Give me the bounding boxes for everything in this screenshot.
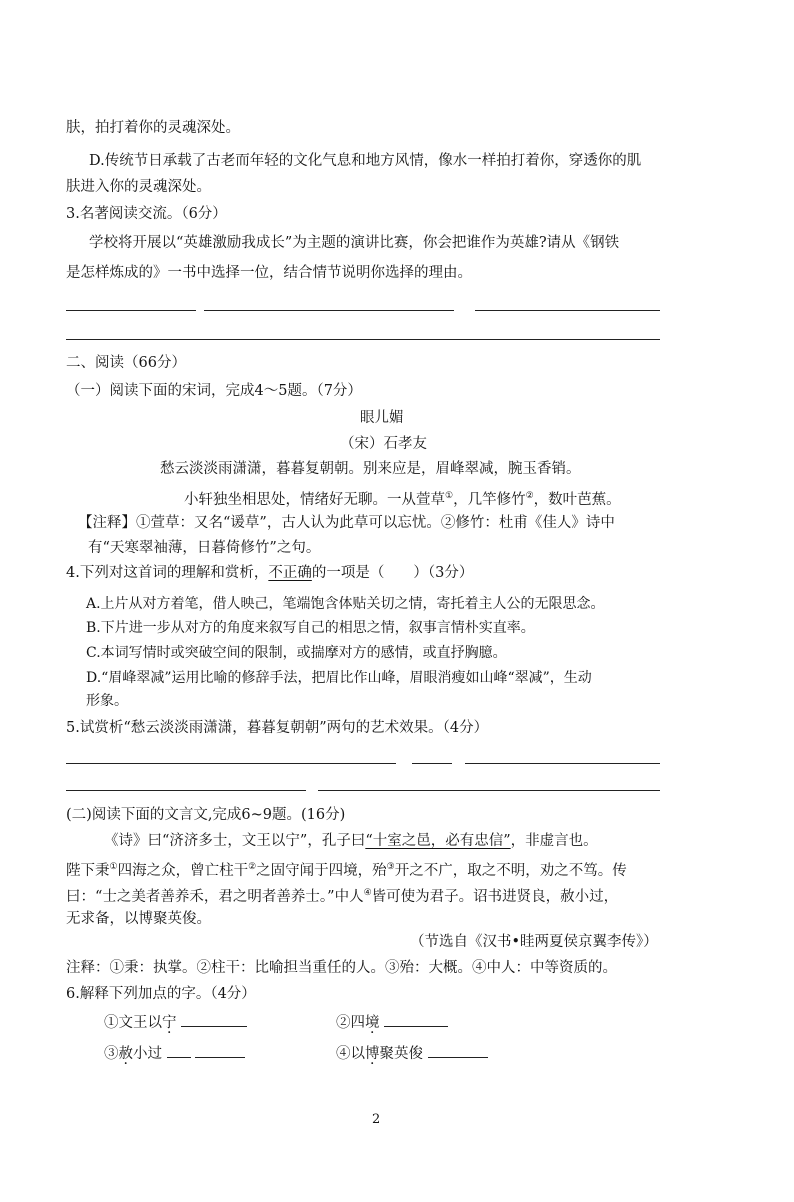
answer-blank[interactable] bbox=[384, 1012, 448, 1027]
q4-option-d-line-2: 形象。 bbox=[86, 693, 128, 709]
poem-line-1: 愁云淡淡雨潇潇，暮暮复朝朝。别来应是，眉峰翠减，腕玉香销。 bbox=[160, 461, 581, 477]
q6-item-1-dotted-char: 宁 bbox=[162, 1015, 177, 1031]
passage-line-3 bbox=[66, 883, 618, 907]
q4-stem-a: 4.下列对这首词的理解和赏析， bbox=[66, 565, 269, 581]
answer-line[interactable] bbox=[465, 763, 660, 764]
answer-line[interactable] bbox=[318, 790, 660, 791]
q4-option-c: C.本词写情时或突破空间的限制，或揣摩对方的感情，或直抒胸臆。 bbox=[86, 645, 507, 661]
part-1-heading: （一）阅读下面的宋词，完成4～5题。（7分） bbox=[66, 383, 362, 399]
poem-line-2-a: 小轩独坐相思处，情绪好无聊。一从萱草 bbox=[184, 491, 445, 508]
passage-line-2 bbox=[66, 857, 627, 881]
q5-stem: 5.试赏析“愁云淡淡雨潇潇，暮暮复朝朝”两句的艺术效果。（4分） bbox=[66, 720, 489, 736]
q4-option-d-line-1: D.“眉峰翠减”运用比喻的修辞手法，把眉比作山峰，眉眼消瘦如山峰“翠减”，生动 bbox=[86, 670, 592, 686]
q4-stem-b: 的一项是（ ）（3分） bbox=[311, 565, 474, 581]
answer-line[interactable] bbox=[475, 310, 660, 311]
q4-option-b: B.下片进一步从对方的角度来叙写自己的相思之情，叙事言情朴实直率。 bbox=[86, 620, 535, 636]
note-mark-2: ② bbox=[248, 862, 257, 872]
q6-item-1 bbox=[104, 1012, 247, 1033]
q4-option-a: A.上片从对方着笔，借人映己，笔端饱含体贴关切之情，寄托着主人公的无限思念。 bbox=[86, 596, 605, 612]
passage-line-2-d: 开之不广，取之不明，劝之不笃。传 bbox=[394, 862, 627, 879]
q6-item-3-text-b: 小过 bbox=[133, 1046, 162, 1062]
answer-line[interactable] bbox=[412, 763, 452, 764]
q6-stem: 6.解释下列加点的字。（4分） bbox=[66, 986, 256, 1002]
q3-body-line-1: 学校将开展以“英雄激励我成长”为主题的演讲比赛，你会把谁作为英雄?请从《钢铁 bbox=[89, 235, 620, 251]
passage-source: （节选自《汉书•眭两夏侯京翼李传》） bbox=[410, 934, 658, 950]
answer-line[interactable] bbox=[66, 339, 660, 340]
q6-item-4 bbox=[336, 1043, 488, 1064]
note-mark-1: ① bbox=[109, 862, 118, 872]
q6-item-2-dotted-char: 境 bbox=[365, 1015, 380, 1031]
passage-line-1 bbox=[104, 831, 598, 851]
part-2-heading: (二)阅读下面的文言文,完成6~9题。(16分) bbox=[66, 807, 346, 823]
answer-line[interactable] bbox=[66, 310, 196, 311]
answer-blank[interactable] bbox=[195, 1043, 245, 1058]
q6-item-4-text-a: ④以 bbox=[336, 1046, 365, 1062]
q6-item-3-text-a: ③ bbox=[104, 1046, 119, 1062]
footnote-mark-2: ② bbox=[525, 491, 534, 501]
passage-line-3-b: 皆可使为君子。诏书进贤良，赦小过， bbox=[371, 888, 619, 905]
answer-blank[interactable] bbox=[181, 1012, 247, 1027]
q6-item-3 bbox=[104, 1043, 245, 1064]
q4-stem-emphasis: 不正确 bbox=[268, 565, 312, 581]
q6-item-2 bbox=[336, 1012, 448, 1033]
option-c-continuation: 肤，拍打着你的灵魂深处。 bbox=[66, 120, 240, 136]
poem-title: 眼儿媚 bbox=[360, 410, 404, 426]
q6-item-4-text-b: 聚英俊 bbox=[379, 1046, 423, 1062]
q6-item-3-dotted-char: 赦 bbox=[118, 1046, 133, 1062]
passage-notes: 注释：①秉：执掌。②柱干：比喻担当重任的人。③殆：大概。④中人：中等资质的。 bbox=[66, 960, 617, 976]
poem-line-2 bbox=[184, 486, 621, 510]
option-d-line-2: 肤进入你的灵魂深处。 bbox=[66, 179, 211, 195]
q3-body-line-2: 是怎样炼成的》一书中选择一位，结合情节说明你选择的理由。 bbox=[66, 265, 472, 281]
passage-line-1-b: ，非虚言也。 bbox=[510, 833, 598, 849]
section-2-heading: 二、阅读（66分） bbox=[66, 355, 186, 371]
answer-line[interactable] bbox=[66, 763, 396, 764]
poem-notes-line-2: 有“天寒翠袖薄，日暮倚修竹”之句。 bbox=[88, 540, 321, 556]
page-number: 2 bbox=[372, 1112, 381, 1127]
passage-line-4: 无求备，以博聚英俊。 bbox=[66, 911, 211, 927]
note-mark-3: ③ bbox=[386, 862, 395, 872]
passage-underlined-quote: “十室之邑，必有忠信” bbox=[365, 833, 511, 849]
q4-stem bbox=[66, 563, 473, 583]
answer-blank[interactable] bbox=[167, 1043, 191, 1058]
footnote-mark-1: ① bbox=[445, 491, 454, 501]
poem-line-2-c: ，数叶芭蕉。 bbox=[533, 491, 621, 508]
answer-blank[interactable] bbox=[428, 1043, 488, 1058]
q6-item-2-text: ②四 bbox=[336, 1015, 365, 1031]
poem-line-2-b: ，几竿修竹 bbox=[453, 491, 526, 508]
q6-item-1-text: ①文王以 bbox=[104, 1015, 162, 1031]
note-mark-4: ④ bbox=[363, 888, 372, 898]
passage-line-1-a: 《诗》曰“济济多士，文王以宁”，孔子曰 bbox=[104, 833, 366, 849]
passage-line-2-a: 陛下秉 bbox=[66, 862, 110, 879]
q3-heading: 3.名著阅读交流。（6分） bbox=[66, 206, 227, 222]
passage-line-3-a: 曰：“士之美者善养禾，君之明者善养士。”中人 bbox=[66, 888, 364, 905]
answer-line[interactable] bbox=[66, 790, 306, 791]
q6-item-4-dotted-char: 博 bbox=[365, 1046, 380, 1062]
passage-line-2-c: 之固守闻于四境，殆 bbox=[256, 862, 387, 879]
option-d-line-1: D.传统节日承载了古老而年轻的文化气息和地方风情，像水一样拍打着你，穿透你的肌 bbox=[89, 153, 642, 169]
poem-author: （宋）石孝友 bbox=[340, 436, 427, 452]
passage-line-2-b: 四海之众，曾亡柱干 bbox=[117, 862, 249, 879]
poem-notes-line-1: 【注释】①萱草：又名“谖草”，古人认为此草可以忘忧。②修竹：杜甫《佳人》诗中 bbox=[78, 515, 615, 531]
answer-line[interactable] bbox=[204, 310, 454, 311]
